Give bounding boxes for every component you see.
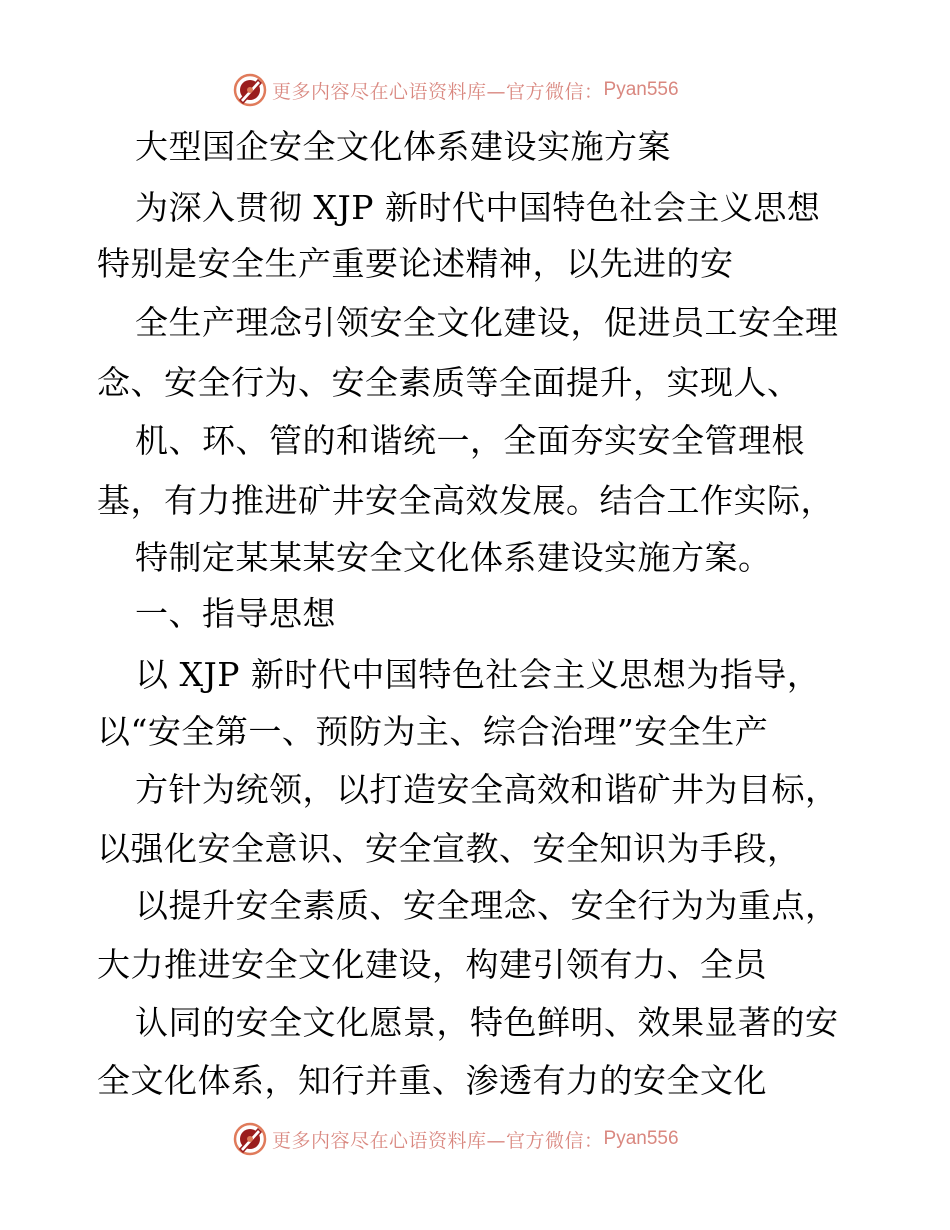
- footer-watermark: [232, 1119, 679, 1159]
- pen-logo-icon: [232, 72, 268, 108]
- watermark-wechat-id: Pyan556: [603, 79, 679, 100]
- text-line: 认同的安全文化愿景，特色鲜明、效果显著的安: [135, 1003, 839, 1042]
- text-line: 以“安全第一、预防为主、综合治理”安全生产: [97, 712, 769, 751]
- text-line: 特别是安全生产重要论述精神，以先进的安: [97, 244, 734, 283]
- text-line: 全生产理念引领安全文化建设，促进员工安全理: [135, 303, 839, 342]
- watermark-text: 更多内容尽在心语资料库—官方微信：: [272, 1129, 604, 1152]
- text-line: 念、安全行为、安全素质等全面提升，实现人、: [97, 363, 801, 402]
- text-line: 基，有力推进矿井安全高效发展。结合工作实际，: [97, 481, 834, 520]
- text-line: 为深入贯彻 XJP 新时代中国特色社会主义思想: [135, 188, 821, 227]
- document-title: 大型国企安全文化体系建设实施方案: [135, 127, 671, 166]
- text-line: 特制定某某某安全文化体系建设实施方案。: [135, 538, 772, 577]
- pen-logo-icon: [232, 1121, 268, 1157]
- watermark-text: 更多内容尽在心语资料库—官方微信：: [272, 80, 604, 103]
- header-watermark: [232, 70, 679, 110]
- text-line: 方针为统领，以打造安全高效和谐矿井为目标，: [135, 770, 839, 809]
- text-line: 大力推进安全文化建设，构建引领有力、全员: [97, 945, 767, 984]
- text-line: 以 XJP 新时代中国特色社会主义思想为指导，: [135, 655, 821, 694]
- watermark-wechat-id: Pyan556: [603, 1128, 679, 1149]
- text-line: 全文化体系，知行并重、渗透有力的安全文化: [97, 1061, 767, 1100]
- text-line: 以强化安全意识、安全宣教、安全知识为手段，: [97, 829, 801, 868]
- section-heading: 一、指导思想: [135, 594, 336, 633]
- text-line: 以提升安全素质、安全理念、安全行为为重点，: [135, 886, 839, 925]
- text-line: 机、环、管的和谐统一，全面夯实安全管理根: [135, 421, 805, 460]
